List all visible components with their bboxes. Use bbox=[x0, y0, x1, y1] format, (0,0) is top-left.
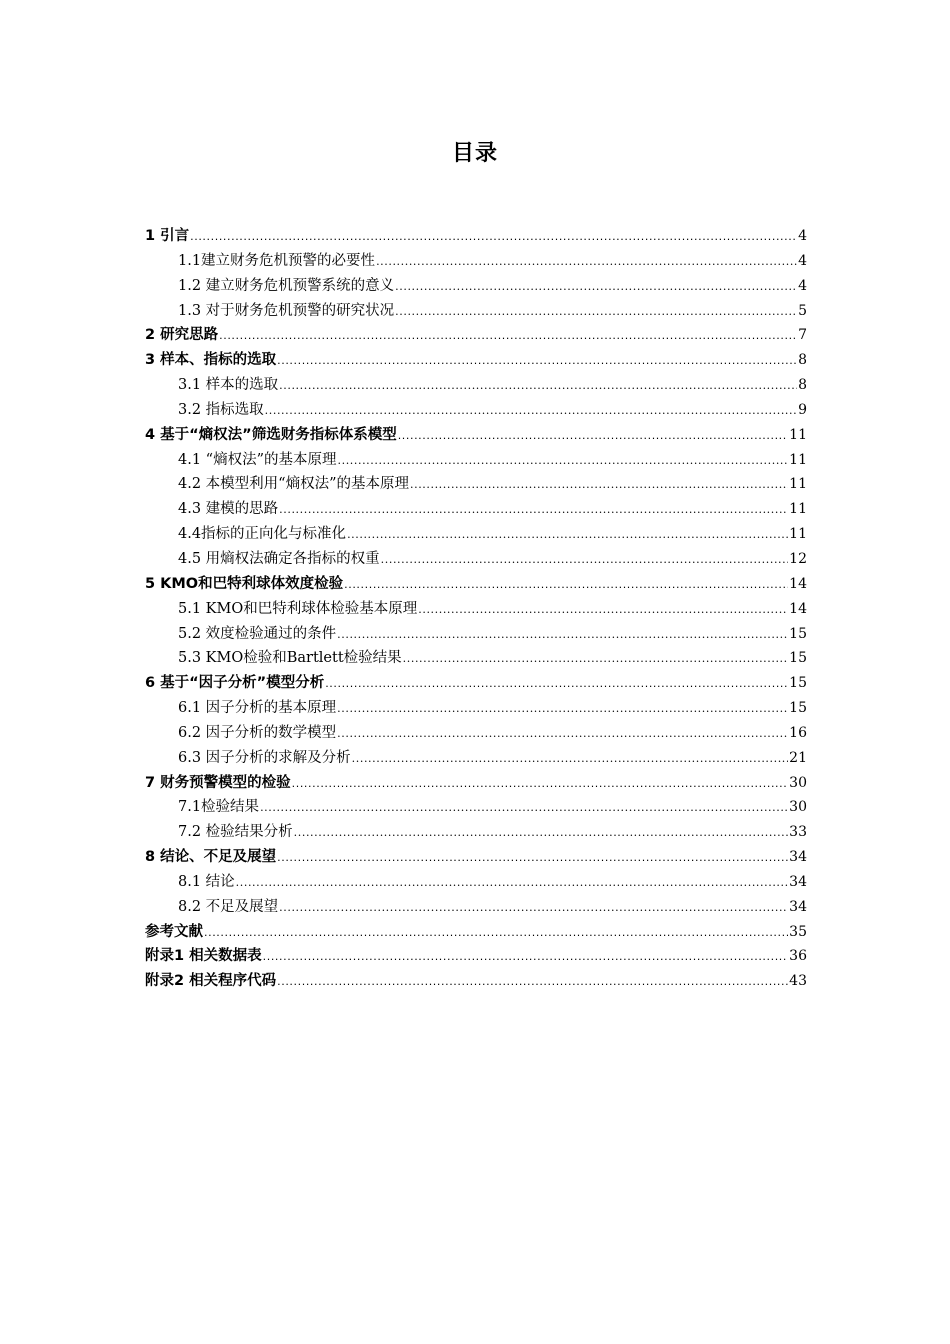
toc-entry-label: 6 基于“因子分析”模型分析 bbox=[145, 675, 325, 692]
dot-leader bbox=[263, 950, 789, 963]
dot-leader bbox=[376, 255, 797, 268]
toc-entry[interactable] bbox=[145, 323, 807, 348]
toc-entry[interactable] bbox=[145, 746, 807, 771]
dot-leader bbox=[236, 876, 789, 889]
toc-entry-label: 7.2 检验结果分析 bbox=[178, 824, 293, 841]
toc-entry[interactable] bbox=[145, 274, 807, 299]
toc-entry-label: 6.3 因子分析的求解及分析 bbox=[178, 749, 351, 766]
dot-leader bbox=[277, 851, 788, 864]
toc-entry[interactable] bbox=[145, 771, 807, 796]
dot-leader bbox=[219, 329, 797, 342]
dot-leader bbox=[337, 702, 788, 715]
toc-entry[interactable] bbox=[145, 373, 807, 398]
toc-entry[interactable] bbox=[145, 348, 807, 373]
dot-leader bbox=[279, 503, 788, 516]
toc-entry-page-number: 8 bbox=[798, 377, 807, 394]
toc-entry-label: 8 结论、不足及展望 bbox=[145, 849, 277, 866]
toc-entry-page-number: 16 bbox=[789, 724, 807, 741]
toc-entry-label: 附录2 相关程序代码 bbox=[145, 973, 277, 990]
dot-leader bbox=[344, 578, 788, 591]
toc-entry-page-number: 21 bbox=[789, 749, 807, 766]
dot-leader bbox=[398, 429, 788, 442]
dot-leader bbox=[338, 454, 789, 467]
toc-entry-label: 1 引言 bbox=[145, 228, 190, 244]
toc-entry[interactable] bbox=[145, 671, 807, 696]
toc-entry-page-number: 34 bbox=[789, 849, 807, 866]
dot-leader bbox=[410, 478, 788, 491]
toc-entry-label: 8.2 不足及展望 bbox=[178, 898, 279, 915]
toc-entry-label: 5.3 KMO检验和Bartlett检验结果 bbox=[178, 650, 402, 667]
toc-entry-page-number: 15 bbox=[789, 625, 807, 642]
toc-entry-page-number: 4 bbox=[798, 277, 807, 294]
toc-entry-page-number: 34 bbox=[789, 898, 807, 915]
toc-entry-page-number: 11 bbox=[789, 501, 807, 518]
toc-entry-page-number: 14 bbox=[789, 600, 807, 617]
toc-entry-page-number: 43 bbox=[789, 973, 807, 990]
toc-entry-page-number: 15 bbox=[789, 700, 807, 717]
toc-entry-label: 4.4指标的正向化与标准化 bbox=[178, 526, 347, 543]
dot-leader bbox=[279, 379, 797, 392]
toc-entry-page-number: 11 bbox=[789, 426, 807, 443]
toc-entry[interactable] bbox=[145, 820, 807, 845]
toc-entry[interactable] bbox=[145, 522, 807, 547]
dot-leader bbox=[418, 603, 788, 616]
toc-entry-page-number: 36 bbox=[789, 948, 807, 965]
toc-entry-label: 4.3 建模的思路 bbox=[178, 501, 279, 518]
page-title: 目录 bbox=[451, 141, 498, 166]
toc-entry[interactable] bbox=[145, 845, 807, 870]
dot-leader bbox=[277, 975, 788, 988]
toc-entry[interactable] bbox=[145, 870, 807, 895]
dot-leader bbox=[279, 901, 788, 914]
toc-entry-page-number: 11 bbox=[789, 451, 807, 468]
toc-entry-label: 3.1 样本的选取 bbox=[178, 377, 279, 394]
dot-leader bbox=[265, 404, 797, 417]
toc-entry[interactable] bbox=[145, 969, 807, 994]
toc-entry-page-number: 12 bbox=[789, 550, 807, 567]
table-of-contents bbox=[145, 224, 807, 994]
toc-entry-page-number: 15 bbox=[789, 675, 807, 692]
toc-entry-label: 6.2 因子分析的数学模型 bbox=[178, 724, 337, 741]
toc-entry-label: 4.5 用熵权法确定各指标的权重 bbox=[178, 550, 380, 567]
dot-leader bbox=[204, 926, 788, 939]
toc-entry-label: 4 基于“熵权法”筛选财务指标体系模型 bbox=[145, 426, 397, 443]
dot-leader bbox=[292, 777, 789, 790]
dot-leader bbox=[260, 801, 788, 814]
toc-entry-label: 3 样本、指标的选取 bbox=[145, 352, 277, 369]
toc-entry-page-number: 30 bbox=[789, 774, 807, 791]
toc-entry[interactable] bbox=[145, 895, 807, 920]
toc-entry[interactable] bbox=[145, 472, 807, 497]
toc-entry-label: 7 财务预警模型的检验 bbox=[145, 774, 291, 791]
dot-leader bbox=[337, 628, 788, 641]
toc-entry[interactable] bbox=[145, 572, 807, 597]
toc-entry[interactable] bbox=[145, 646, 807, 671]
dot-leader bbox=[277, 354, 797, 367]
toc-entry-label: 5.2 效度检验通过的条件 bbox=[178, 625, 337, 642]
dot-leader bbox=[381, 553, 789, 566]
dot-leader bbox=[294, 826, 789, 839]
toc-entry[interactable] bbox=[145, 423, 807, 448]
toc-entry-page-number: 11 bbox=[789, 526, 807, 543]
toc-entry-label: 4.2 本模型利用“熵权法”的基本原理 bbox=[178, 476, 409, 493]
toc-entry-page-number: 11 bbox=[789, 476, 807, 493]
toc-entry-page-number: 9 bbox=[798, 401, 807, 418]
toc-entry[interactable] bbox=[145, 622, 807, 647]
toc-entry-label: 2 研究思路 bbox=[145, 327, 219, 344]
toc-entry-label: 3.2 指标选取 bbox=[178, 401, 264, 418]
toc-entry-page-number: 34 bbox=[789, 873, 807, 890]
toc-entry[interactable] bbox=[145, 920, 807, 945]
dot-leader bbox=[347, 528, 788, 541]
toc-entry-label: 参考文献 bbox=[145, 923, 203, 940]
dot-leader bbox=[190, 230, 797, 243]
toc-entry[interactable] bbox=[145, 448, 807, 473]
toc-entry-page-number: 4 bbox=[798, 252, 807, 269]
toc-entry-page-number: 7 bbox=[798, 327, 807, 344]
toc-entry[interactable] bbox=[145, 547, 807, 572]
toc-entry[interactable] bbox=[145, 398, 807, 423]
toc-entry-page-number: 35 bbox=[789, 923, 807, 940]
toc-entry-page-number: 8 bbox=[798, 352, 807, 369]
toc-entry-label: 5 KMO和巴特利球体效度检验 bbox=[145, 575, 344, 592]
toc-entry-label: 7.1检验结果 bbox=[178, 799, 260, 816]
dot-leader bbox=[403, 652, 789, 665]
toc-entry[interactable] bbox=[145, 497, 807, 522]
toc-entry[interactable] bbox=[145, 249, 807, 274]
toc-entry[interactable] bbox=[145, 795, 807, 820]
toc-entry-label: 1.1建立财务危机预警的必要性 bbox=[178, 252, 376, 269]
dot-leader bbox=[337, 727, 788, 740]
toc-entry-page-number: 33 bbox=[789, 824, 807, 841]
dot-leader bbox=[395, 305, 797, 318]
toc-entry-page-number: 4 bbox=[798, 228, 807, 244]
toc-entry-label: 8.1 结论 bbox=[178, 873, 235, 890]
dot-leader bbox=[352, 752, 789, 765]
toc-entry-label: 5.1 KMO和巴特利球体检验基本原理 bbox=[178, 600, 418, 617]
toc-entry-label: 4.1 “熵权法”的基本原理 bbox=[178, 451, 337, 468]
toc-entry[interactable] bbox=[145, 721, 807, 746]
toc-entry[interactable] bbox=[145, 597, 807, 622]
toc-entry[interactable] bbox=[145, 944, 807, 969]
dot-leader bbox=[395, 280, 797, 293]
toc-entry-label: 6.1 因子分析的基本原理 bbox=[178, 700, 337, 717]
toc-entry-page-number: 14 bbox=[789, 575, 807, 592]
toc-entry-label: 附录1 相关数据表 bbox=[145, 948, 262, 965]
toc-entry-page-number: 5 bbox=[798, 302, 807, 319]
toc-entry[interactable] bbox=[145, 224, 807, 249]
toc-entry[interactable] bbox=[145, 696, 807, 721]
toc-entry-page-number: 15 bbox=[789, 650, 807, 667]
dot-leader bbox=[325, 677, 788, 690]
toc-entry-page-number: 30 bbox=[789, 799, 807, 816]
toc-entry-label: 1.2 建立财务危机预警系统的意义 bbox=[178, 277, 395, 294]
toc-entry[interactable] bbox=[145, 299, 807, 324]
toc-entry-label: 1.3 对于财务危机预警的研究状况 bbox=[178, 302, 395, 319]
